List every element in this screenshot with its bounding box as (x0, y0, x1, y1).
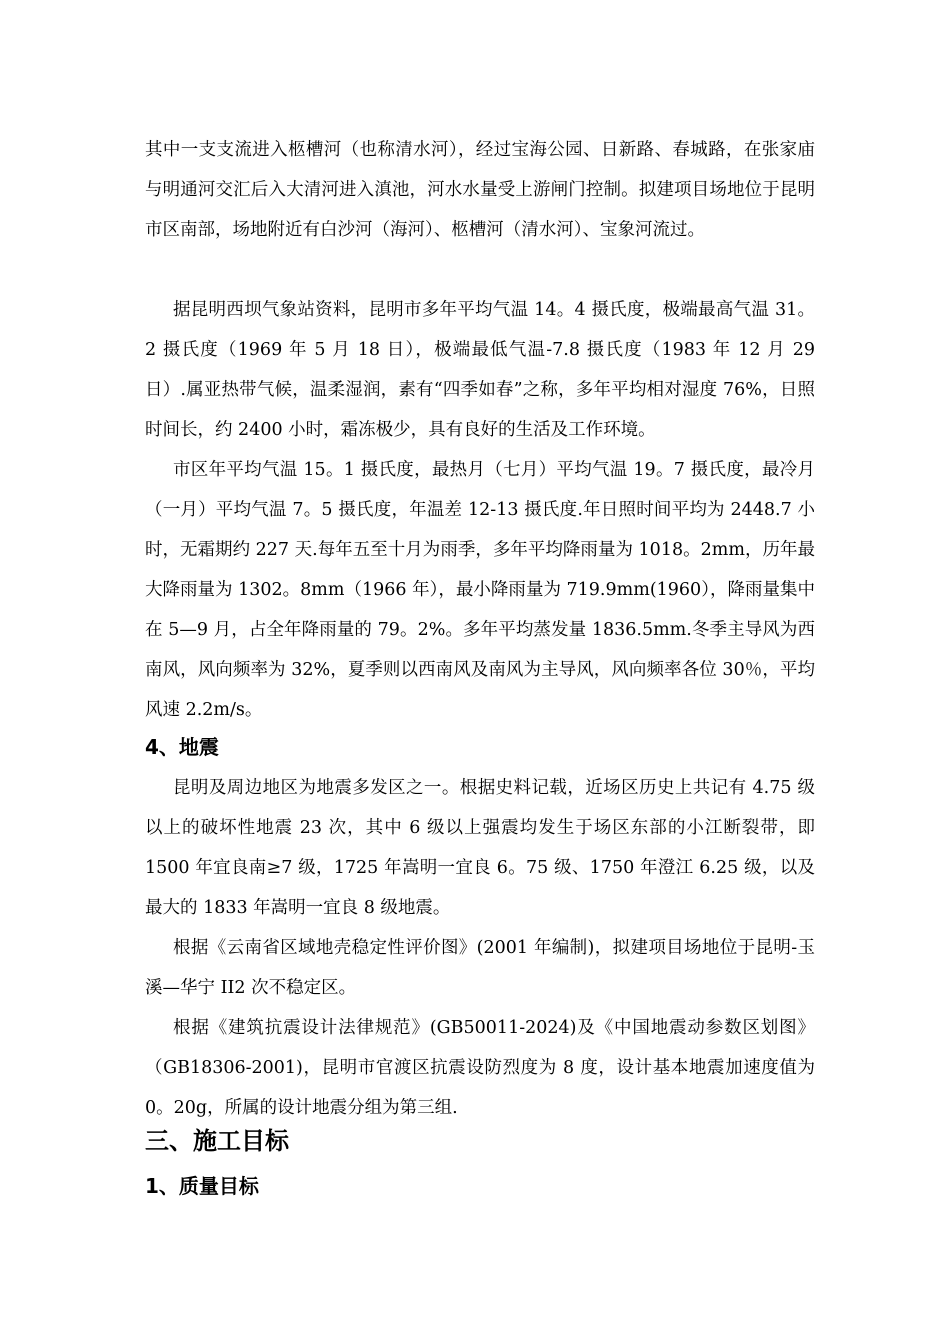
paragraph-seismic-code: 根据《建筑抗震设计法律规范》(GB50011-2024)及《中国地震动参数区划图》（GB18306-2001)，昆明市官渡区抗震设防烈度为 8 度，设计基本地震加速度值为 0。20g，所属的设计地震分组为第三组. (145, 1018, 815, 1118)
heading-construction-goals: 三、施工目标 (145, 1127, 289, 1155)
paragraph-climate-station: 据昆明西坝气象站资料，昆明市多年平均气温 14。4 摄氏度，极端最高气温 31。2 摄氏度（1969 年 5 月 18 日），极端最低气温-7.8 摄氏度（1983 年 12 月 29 日）.属亚热带气候，温柔湿润，素有“四季如春”之称，多年平均相对湿度 76%，日照时间长，约 2400 小时，霜冻极少，具有良好的生活及工作环境。 (145, 300, 815, 440)
paragraph-stability-zone: 根据《云南省区域地壳稳定性评价图》(2001 年编制)，拟建项目场地位于昆明-玉溪—华宁 II2 次不稳定区。 (145, 938, 815, 998)
paragraph-rivers: 其中一支支流进入柩槽河（也称清水河），经过宝海公园、日新路、春城路，在张家庙与明通河交汇后入大清河进入滇池，河水水量受上游闸门控制。拟建项目场地位于昆明市区南部，场地附近有白沙河（海河）、柩槽河（清水河）、宝象河流过。 (145, 140, 815, 240)
paragraph-climate-city: 市区年平均气温 15。1 摄氏度，最热月（七月）平均气温 19。7 摄氏度，最冷月（一月）平均气温 7。5 摄氏度，年温差 12-13 摄氏度.年日照时间平均为 2448.7 小时，无霜期约 227 天.每年五至十月为雨季，多年平均降雨量为 1018。2mm，历年最大降雨量为 1302。8mm（1966 年），最小降雨量为 719.9mm(1960），降雨量集中在 5—9 月，占全年降雨量的 79。2%。多年平均蒸发量 1836.5mm.冬季主导风为西南风，风向频率为 32%，夏季则以西南风及南风为主导风，风向频率各位 30％，平均风速 2.2m/s。 (145, 460, 815, 720)
heading-earthquake: 4、地震 (145, 735, 219, 759)
paragraph-earthquake-history: 昆明及周边地区为地震多发区之一。根据史料记载，近场区历史上共记有 4.75 级以上的破坏性地震 23 次，其中 6 级以上强震均发生于场区东部的小江断裂带，即 1500 年宜良南≥7 级，1725 年嵩明一宜良 6。75 级、1750 年澄江 6.25 级，以及最大的 1833 年嵩明一宜良 8 级地震。 (145, 778, 815, 918)
heading-quality-goal: 1、质量目标 (145, 1174, 259, 1198)
